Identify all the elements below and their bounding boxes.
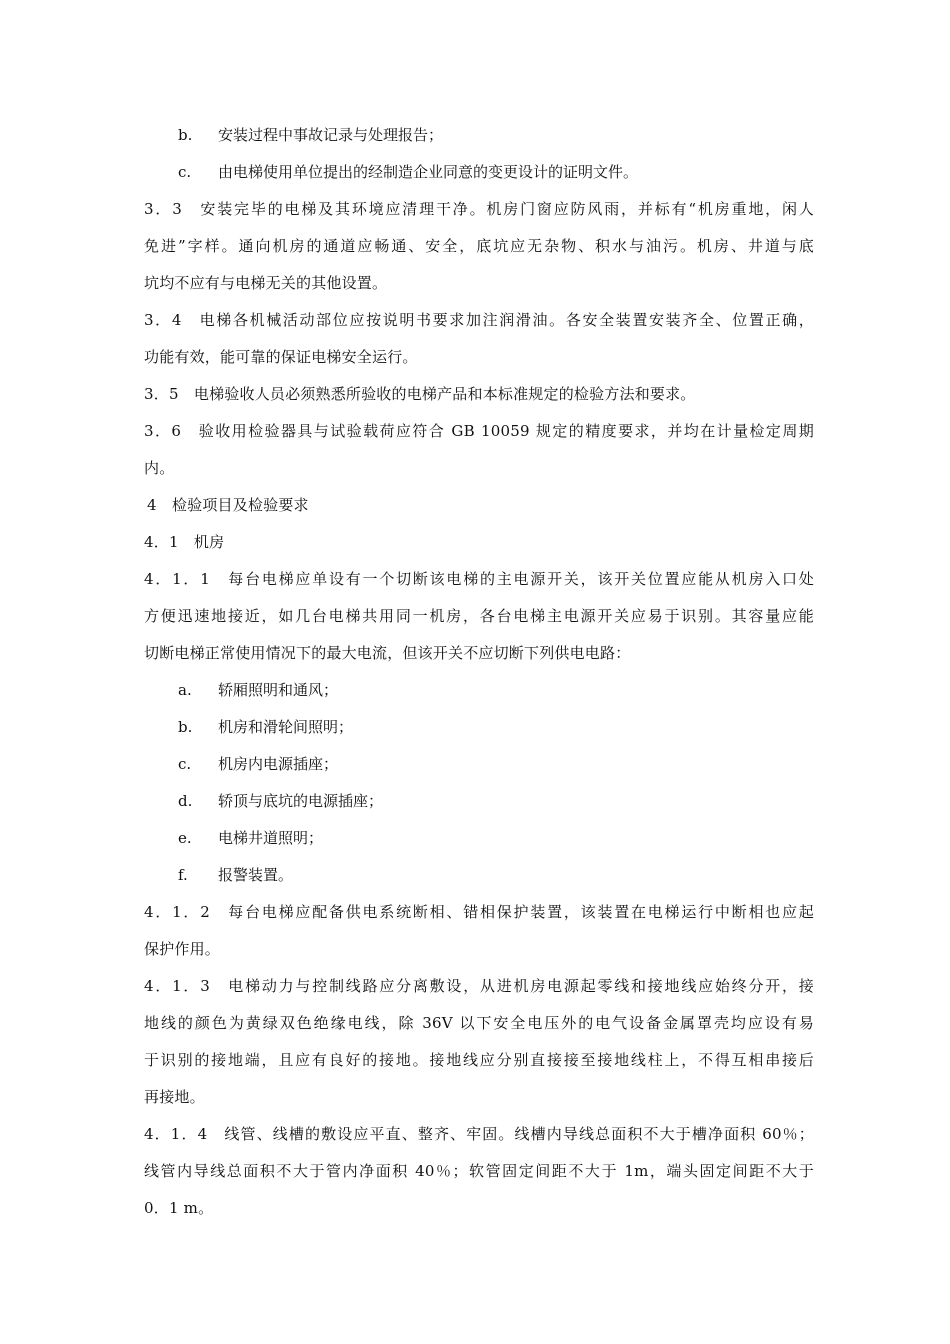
paragraph-3-3-line: 免进”字样。通向机房的通道应畅通、安全，底坑应无杂物、积水与油污。机房、井道与底 (144, 237, 814, 255)
list-text: 报警装置。 (218, 866, 294, 884)
list-text: 由电梯使用单位提出的经制造企业同意的变更设计的证明文件。 (218, 163, 639, 181)
list-item-f (178, 865, 293, 885)
list-marker: a. (178, 681, 192, 699)
paragraph-4-1-1-line: 方便迅速地接近，如几台电梯共用同一机房，各台电梯主电源开关应易于识别。其容量应能 (144, 607, 814, 625)
section-heading-4: 4 检验项目及检验要求 (147, 496, 309, 514)
list-marker: b. (178, 718, 193, 736)
paragraph-3-3-line: 坑均不应有与电梯无关的其他设置。 (144, 274, 388, 292)
paragraph-4-1-2-line: 4．1．2 每台电梯应配备供电系统断相、错相保护装置，该装置在电梯运行中断相也应起 (144, 903, 814, 921)
list-item-d (178, 791, 383, 811)
section-heading-4-1: 4．1 机房 (144, 533, 225, 551)
list-text: 机房内电源插座； (218, 755, 339, 773)
paragraph-4-1-4-line: 0．1 m。 (144, 1199, 214, 1217)
paragraph-3-5-line: 3．5 电梯验收人员必须熟悉所验收的电梯产品和本标准规定的检验方法和要求。 (144, 385, 696, 403)
list-text: 轿顶与底坑的电源插座； (218, 792, 384, 810)
paragraph-4-1-2-line: 保护作用。 (144, 940, 221, 958)
list-item-c (178, 162, 638, 182)
paragraph-4-1-3-line: 于识别的接地端，且应有良好的接地。接地线应分别直接接至接地线柱上，不得互相串接后 (144, 1051, 814, 1069)
paragraph-3-6-line: 内。 (144, 459, 175, 477)
list-marker: b. (178, 126, 193, 144)
list-text: 电梯井道照明； (218, 829, 324, 847)
list-marker: e. (178, 829, 192, 847)
list-item-b (178, 125, 443, 145)
list-item-c (178, 754, 338, 774)
list-item-b (178, 717, 353, 737)
paragraph-3-4-line: 功能有效，能可靠的保证电梯安全运行。 (144, 348, 418, 366)
list-marker: d. (178, 792, 193, 810)
paragraph-4-1-1-line: 切断电梯正常使用情况下的最大电流，但该开关不应切断下列供电电路： (144, 644, 631, 662)
list-marker: c. (178, 755, 192, 773)
paragraph-3-3-line: 3．3 安装完毕的电梯及其环境应清理干净。机房门窗应防风雨，并标有“机房重地，闲人 (144, 200, 814, 218)
list-marker: f. (178, 866, 188, 884)
paragraph-4-1-3-line: 再接地。 (144, 1088, 205, 1106)
paragraph-4-1-3-line: 4．1．3 电梯动力与控制线路应分离敷设，从进机房电源起零线和接地线应始终分开，接 (144, 977, 814, 995)
list-text: 机房和滑轮间照明； (218, 718, 354, 736)
list-text: 安装过程中事故记录与处理报告； (218, 126, 444, 144)
paragraph-4-1-3-line: 地线的颜色为黄绿双色绝缘电线，除 36V 以下安全电压外的电气设备金属罩壳均应设有易 (144, 1014, 814, 1032)
list-item-e (178, 828, 323, 848)
paragraph-4-1-1-line: 4．1．1 每台电梯应单设有一个切断该电梯的主电源开关，该开关位置应能从机房入口处 (144, 570, 814, 588)
list-marker: c. (178, 163, 192, 181)
paragraph-4-1-4-line: 线管内导线总面积不大于管内净面积 40％；软管固定间距不大于 1m，端头固定间距不大于 (144, 1162, 814, 1180)
paragraph-3-6-line: 3．6 验收用检验器具与试验载荷应符合 GB 10059 规定的精度要求，并均在计量检定周期 (144, 422, 814, 440)
paragraph-3-4-line: 3．4 电梯各机械活动部位应按说明书要求加注润滑油。各安全装置安装齐全、位置正确， (144, 311, 814, 329)
list-item-a (178, 680, 338, 700)
paragraph-4-1-4-line: 4．1．4 线管、线槽的敷设应平直、整齐、牢固。线槽内导线总面积不大于槽净面积 60％； (144, 1125, 814, 1143)
list-text: 轿厢照明和通风； (218, 681, 339, 699)
